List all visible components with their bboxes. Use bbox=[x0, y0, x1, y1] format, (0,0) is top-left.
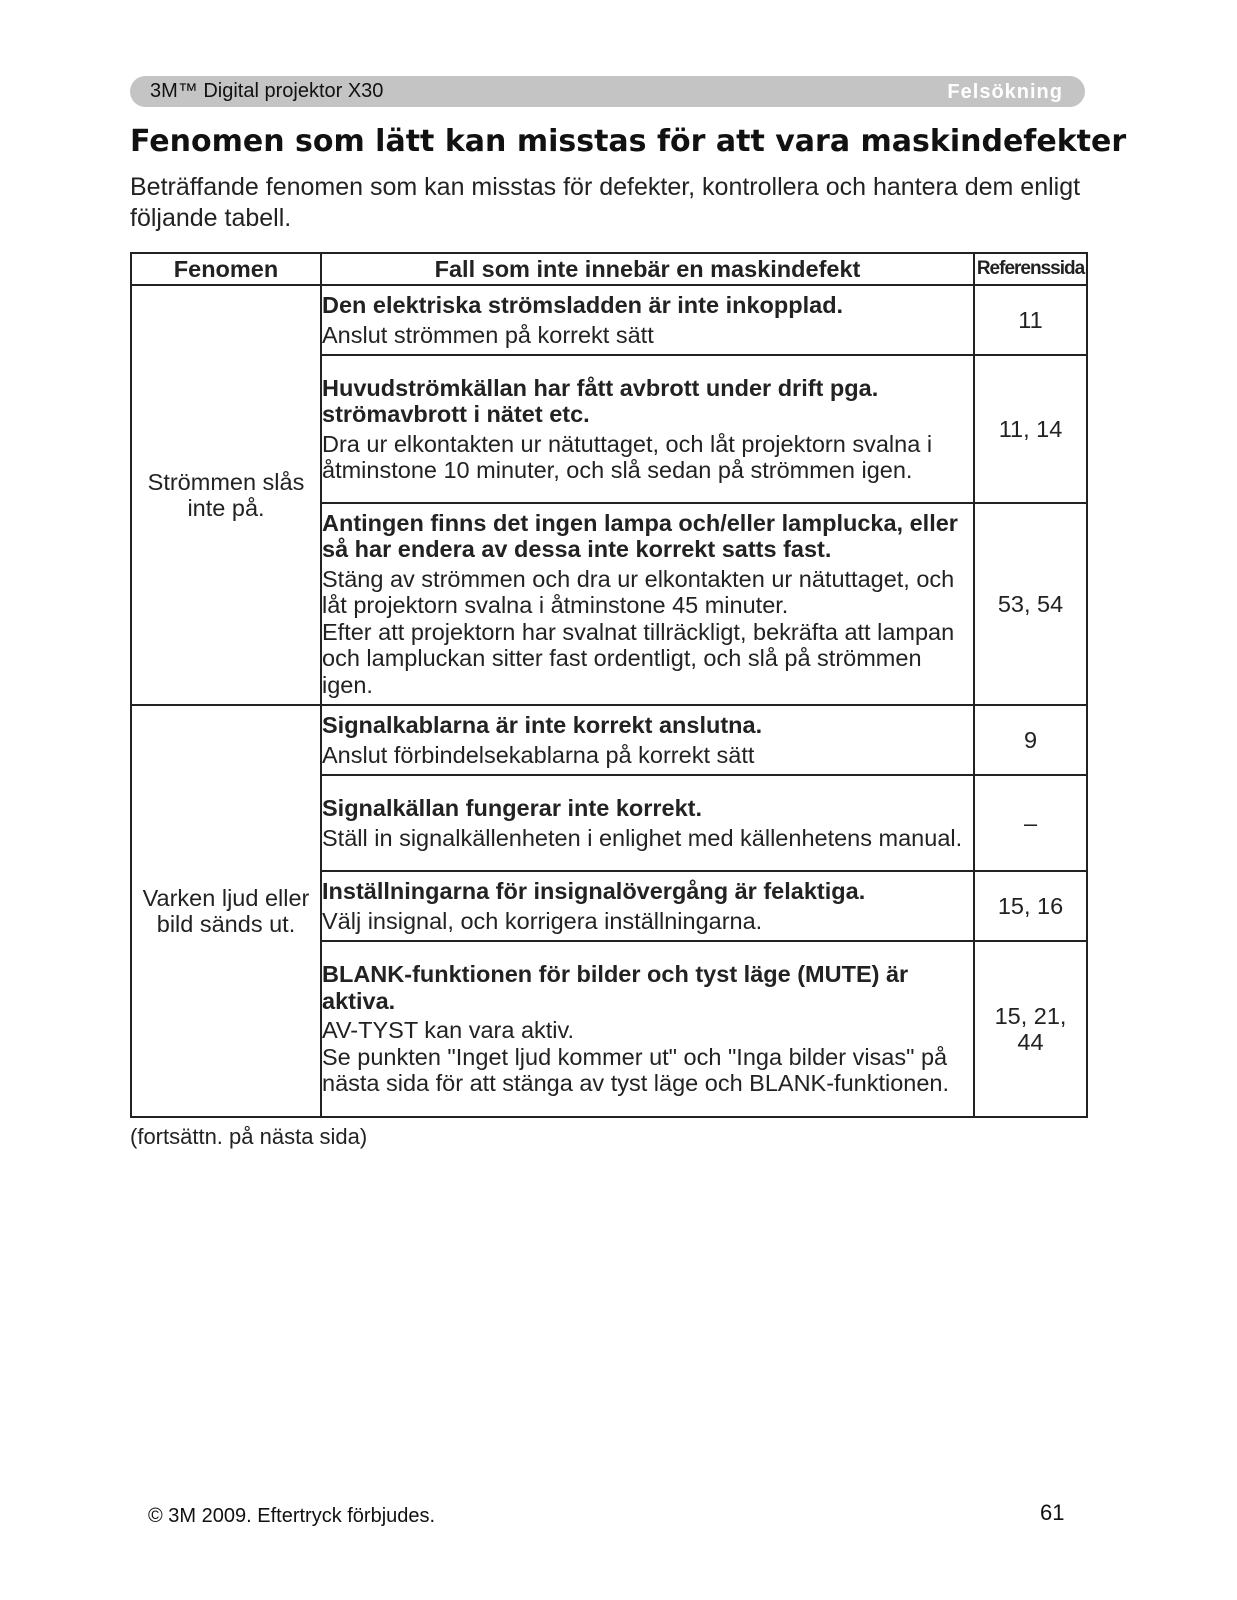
cause-text: Den elektriska strömsladden är inte inkopplad. bbox=[322, 292, 844, 318]
col-header-reference: Referenssida bbox=[974, 253, 1087, 285]
reference-cell: 9 bbox=[974, 705, 1087, 775]
reference-cell: 15, 16 bbox=[974, 871, 1087, 941]
cause-text: Signalkällan fungerar inte korrekt. bbox=[322, 795, 703, 821]
col-header-phenomenon: Fenomen bbox=[131, 253, 321, 285]
table-row bbox=[131, 285, 1087, 355]
cause-text: Antingen finns det ingen lampa och/eller lamplucka, eller så har endera av dessa inte korrekt satts fast. bbox=[322, 509, 958, 563]
table-row bbox=[131, 705, 1087, 775]
col-header-case: Fall som inte innebär en maskindefekt bbox=[321, 253, 974, 285]
remedy-text: Dra ur elkontakten ur nätuttaget, och låt projektorn svalna i åtminstone 10 minuter, och slå sedan på strömmen igen. bbox=[322, 430, 933, 483]
cause-text: Huvudströmkällan har fått avbrott under drift pga. strömavbrott i nätet etc. bbox=[322, 374, 879, 427]
header-product: 3M™ Digital projektor X30 bbox=[150, 80, 384, 102]
remedy-text-continued: Efter att projektorn har svalnat tillräckligt, bekräfta att lampan och lampluckan sitter fast ordentligt, och slå på strömmen igen. bbox=[322, 618, 955, 698]
phenomenon-cell: Strömmen slås inte på. bbox=[131, 285, 321, 705]
case-cell bbox=[321, 355, 974, 503]
reference-cell: 11 bbox=[974, 285, 1087, 355]
remedy-text: Stäng av strömmen och dra ur elkontakten ur nätuttaget, och låt projektorn svalna i åtminstone 45 minuter. bbox=[322, 565, 955, 619]
phenomenon-cell: Varken ljud eller bild sänds ut. bbox=[131, 705, 321, 1117]
reference-cell: – bbox=[974, 775, 1087, 871]
case-cell bbox=[321, 941, 974, 1117]
page-number: 61 bbox=[1040, 1500, 1065, 1525]
reference-cell: 11, 14 bbox=[974, 355, 1087, 503]
reference-cell: 15, 21, 44 bbox=[974, 941, 1087, 1117]
continued-note: (fortsättn. på nästa sida) bbox=[130, 1124, 368, 1149]
case-cell bbox=[321, 871, 974, 941]
remedy-text: Anslut strömmen på korrekt sätt bbox=[322, 321, 654, 348]
remedy-text: AV-TYST kan vara aktiv. bbox=[322, 1017, 575, 1044]
cause-text: BLANK-funktionen för bilder och tyst läge (MUTE) är aktiva. bbox=[322, 961, 909, 1014]
case-cell bbox=[321, 775, 974, 871]
header-bar bbox=[130, 76, 1085, 107]
case-cell bbox=[321, 503, 974, 705]
troubleshooting-table bbox=[130, 252, 1088, 1118]
footer-copyright: © 3M 2009. Eftertryck förbjudes. bbox=[148, 1505, 436, 1527]
cause-text: Signalkablarna är inte korrekt anslutna. bbox=[322, 712, 763, 738]
remedy-text: Välj insignal, och korrigera inställningarna. bbox=[322, 907, 763, 934]
table-header-row bbox=[131, 253, 1087, 285]
page-title: Fenomen som lätt kan misstas för att vara maskindefekter bbox=[130, 124, 1127, 159]
intro-text: Beträffande fenomen som kan misstas för defekter, kontrollera och hantera dem enligt följande tabell. bbox=[130, 173, 1081, 232]
case-cell bbox=[321, 705, 974, 775]
remedy-text: Ställ in signalkällenheten i enlighet med källenhetens manual. bbox=[322, 824, 963, 851]
header-section: Felsökning bbox=[947, 81, 1063, 103]
remedy-text: Anslut förbindelsekablarna på korrekt sätt bbox=[322, 741, 755, 768]
cause-text: Inställningarna för insignalövergång är felaktiga. bbox=[322, 878, 866, 904]
remedy-text-continued: Se punkten "Inget ljud kommer ut" och "Inga bilder visas" på nästa sida för att stänga av tyst läge och BLANK-funktionen. bbox=[322, 1043, 950, 1097]
reference-cell: 53, 54 bbox=[974, 503, 1087, 705]
case-cell bbox=[321, 285, 974, 355]
